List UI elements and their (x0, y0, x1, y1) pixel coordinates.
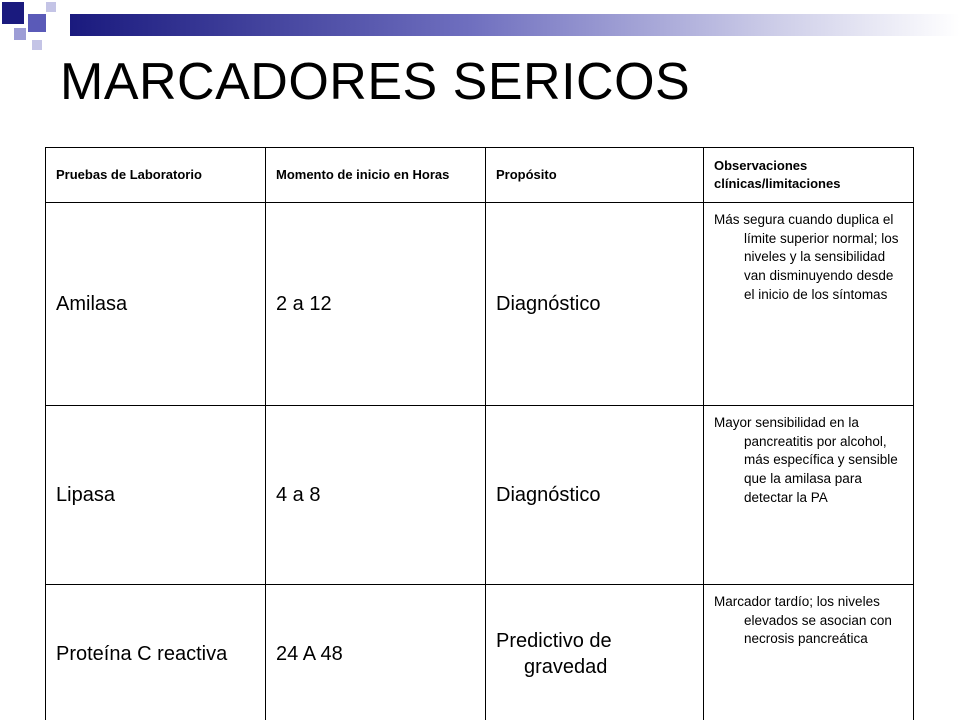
cell-onset: 24 A 48 (266, 585, 486, 720)
cell-test: Amilasa (46, 203, 266, 406)
slide-title: MARCADORES SERICOS (60, 53, 691, 111)
decorative-square (28, 14, 46, 32)
cell-onset: 4 a 8 (266, 406, 486, 585)
cell-test: Lipasa (46, 406, 266, 585)
table-row (46, 406, 914, 585)
decorative-square (14, 28, 26, 40)
column-header-test: Pruebas de Laboratorio (46, 148, 266, 203)
header-gradient-bar (70, 14, 960, 36)
column-header-onset: Momento de inicio en Horas (266, 148, 486, 203)
cell-notes: Mayor sensibilidad en la pancreatitis por alcohol, más específica y sensible que la amilasa para detectar la PA (704, 406, 914, 585)
cell-notes: Más segura cuando duplica el límite superior normal; los niveles y la sensibilidad van disminuyendo desde el inicio de los síntomas (704, 203, 914, 406)
table-row (46, 203, 914, 406)
table-row (46, 585, 914, 720)
cell-onset: 2 a 12 (266, 203, 486, 406)
decorative-square (46, 2, 56, 12)
cell-purpose: Predictivo de gravedad (486, 585, 704, 720)
cell-notes: Marcador tardío; los niveles elevados se asocian con necrosis pancreática (704, 585, 914, 720)
decorative-square (32, 40, 42, 50)
column-header-notes: Observaciones clínicas/limitaciones (704, 148, 914, 203)
cell-purpose: Diagnóstico (486, 406, 704, 585)
cell-purpose: Diagnóstico (486, 203, 704, 406)
column-header-purpose: Propósito (486, 148, 704, 203)
decorative-square (2, 2, 24, 24)
markers-table (45, 147, 914, 720)
cell-test: Proteína C reactiva (46, 585, 266, 720)
table-header-row (46, 148, 914, 203)
